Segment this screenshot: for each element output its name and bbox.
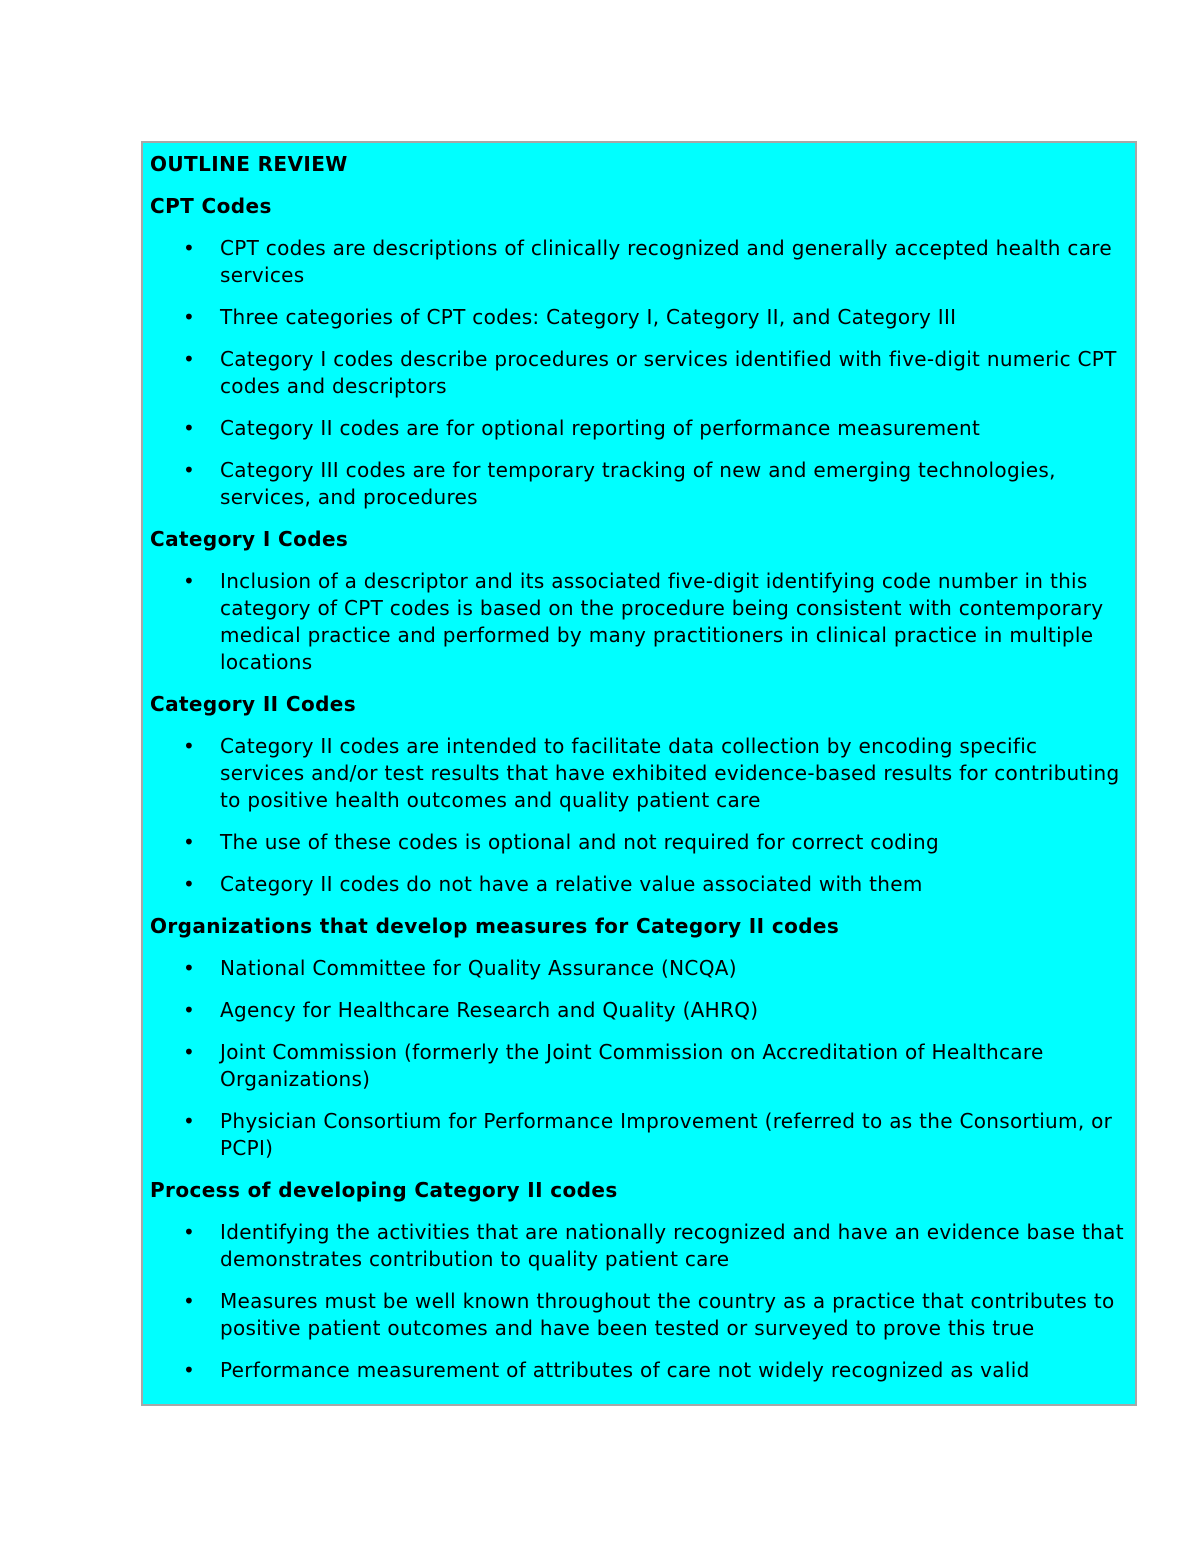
list-item-text: Category II codes are for optional reporting of performance measurement [220, 416, 981, 440]
bullet-list [150, 568, 1127, 676]
bullet-icon: • [183, 569, 196, 593]
list-item-text: National Committee for Quality Assurance (NCQA) [220, 956, 737, 980]
list-item [150, 457, 1127, 511]
list-item [150, 235, 1127, 289]
bullet-icon: • [183, 1220, 196, 1244]
list-item [150, 1108, 1127, 1162]
list-item-text: Joint Commission (formerly the Joint Commission on Accreditation of Healthcare Organizations) [220, 1040, 1044, 1091]
bullet-icon: • [183, 830, 196, 854]
bullet-list [150, 733, 1127, 898]
list-item [150, 1219, 1127, 1273]
list-item [150, 415, 1127, 442]
section-heading: Organizations that develop measures for Category II codes [150, 914, 840, 938]
bullet-list [150, 235, 1127, 511]
bullet-icon: • [183, 872, 196, 896]
list-item-text: The use of these codes is optional and not required for correct coding [220, 830, 939, 854]
list-item [150, 346, 1127, 400]
list-item-text: Category II codes are intended to facilitate data collection by encoding specific services and/or test results that have exhibited evidence-based results for contributing to positive health outcomes and quality patient care [220, 734, 1120, 812]
list-item [150, 829, 1127, 856]
bullet-icon: • [183, 998, 196, 1022]
section-heading: Category II Codes [150, 692, 357, 716]
bullet-list [150, 955, 1127, 1162]
list-item-text: Physician Consortium for Performance Improvement (referred to as the Consortium, or PCPI) [220, 1109, 1113, 1160]
bullet-icon: • [183, 1358, 196, 1382]
bullet-icon: • [183, 347, 196, 371]
list-item [150, 955, 1127, 982]
list-item [150, 1288, 1127, 1342]
bullet-icon: • [183, 305, 196, 329]
list-item [150, 304, 1127, 331]
list-item-text: Three categories of CPT codes: Category I, Category II, and Category III [220, 305, 957, 329]
bullet-icon: • [183, 458, 196, 482]
list-item-text: Agency for Healthcare Research and Quality (AHRQ) [220, 998, 759, 1022]
list-item [150, 997, 1127, 1024]
list-item [150, 1357, 1127, 1384]
list-item [150, 568, 1127, 676]
bullet-icon: • [183, 1109, 196, 1133]
list-item-text: Measures must be well known throughout the country as a practice that contributes to positive patient outcomes and have been tested or surveyed to prove this true [220, 1289, 1115, 1340]
list-item-text: Category III codes are for temporary tracking of new and emerging technologies, services, and procedures [220, 458, 1056, 509]
bullet-icon: • [183, 1040, 196, 1064]
outline-sections [150, 193, 1127, 1384]
bullet-list [150, 1219, 1127, 1384]
list-item [150, 871, 1127, 898]
list-item-text: Performance measurement of attributes of care not widely recognized as valid [220, 1358, 1030, 1382]
bullet-icon: • [183, 1289, 196, 1313]
outline-review-box [141, 141, 1137, 1406]
list-item-text: Identifying the activities that are nationally recognized and have an evidence base that demonstrates contribution to quality patient care [220, 1220, 1124, 1271]
list-item-text: Inclusion of a descriptor and its associated five-digit identifying code number in this category of CPT codes is based on the procedure being consistent with contemporary medical practice and performed by many practitioners in clinical practice in multiple locations [220, 569, 1104, 674]
section-heading: Process of developing Category II codes [150, 1178, 618, 1202]
list-item-text: Category I codes describe procedures or services identified with five-digit numeric CPT codes and descriptors [220, 347, 1117, 398]
section-heading: CPT Codes [150, 194, 272, 218]
list-item-text: CPT codes are descriptions of clinically recognized and generally accepted health care services [220, 236, 1112, 287]
section-heading: Category I Codes [150, 527, 349, 551]
bullet-icon: • [183, 236, 196, 260]
bullet-icon: • [183, 734, 196, 758]
list-item [150, 1039, 1127, 1093]
bullet-icon: • [183, 956, 196, 980]
bullet-icon: • [183, 416, 196, 440]
outline-title: OUTLINE REVIEW [150, 152, 348, 176]
list-item [150, 733, 1127, 814]
list-item-text: Category II codes do not have a relative value associated with them [220, 872, 923, 896]
